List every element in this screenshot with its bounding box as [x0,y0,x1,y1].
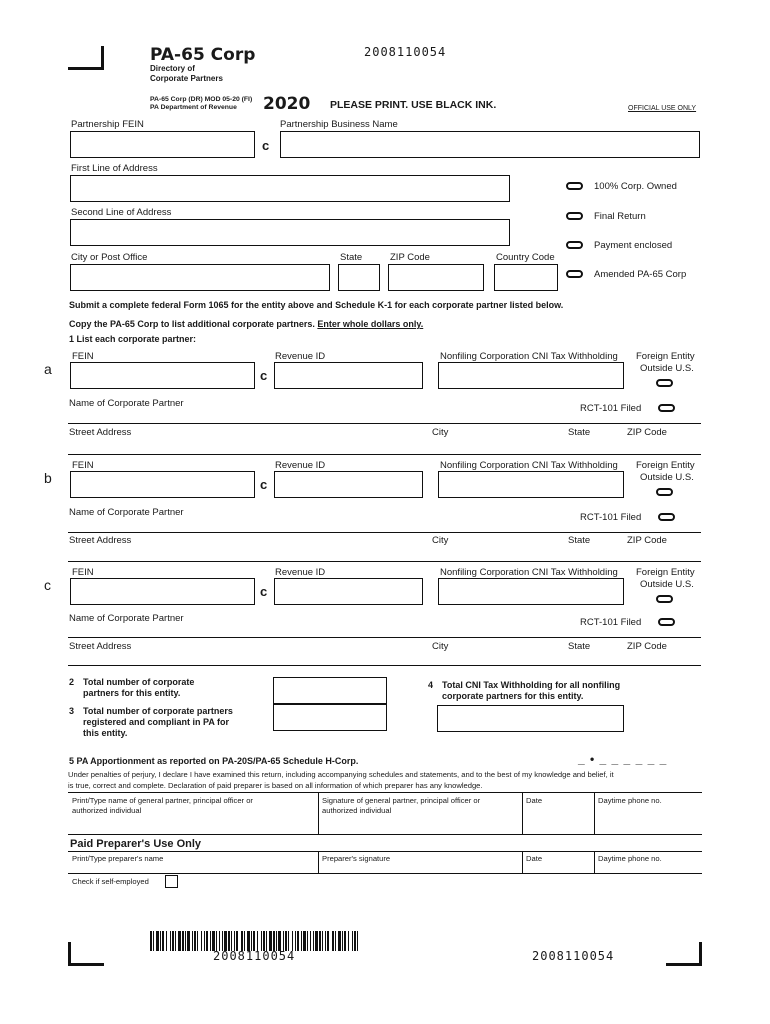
preparer-date-divider [522,851,523,873]
state-label: State [340,252,363,263]
partner-state-label: State [568,427,591,438]
signature-table-top [68,792,702,793]
doc-number-barcode: 2008110054 [213,949,296,963]
preparer-phone-label: Daytime phone no. [598,854,662,863]
apportionment-field[interactable]: _ • _ _ _ _ _ _ [578,752,668,766]
partner-city-label: City [432,535,449,546]
signature-label-1: Signature of general partner, principal officer or [322,796,481,805]
partner-name-label: Name of Corporate Partner [69,398,184,409]
business-name-field[interactable] [280,131,700,158]
line2-text-b: partners for this entity. [83,688,181,698]
partner-street-label: Street Address [69,535,132,546]
fein-check-mark: c [262,138,270,153]
partner-fein-check-mark: c [260,477,268,492]
partner-foreign-label-1: Foreign Entity [636,351,695,362]
partner-zip-label: ZIP Code [627,641,667,652]
partner-fein-check-mark: c [260,584,268,599]
partner-fein-field[interactable] [70,471,255,498]
city-field[interactable] [70,264,330,291]
partner-fein-field[interactable] [70,578,255,605]
preparer-heading: Paid Preparer's Use Only [70,838,202,850]
preparer-table-bottom [68,873,702,874]
address1-label: First Line of Address [71,163,158,174]
state-field[interactable] [338,264,380,291]
partner-cni-field[interactable] [438,578,624,605]
partner-revenue-id-field[interactable] [274,578,423,605]
line4-text-b: corporate partners for this entity. [442,691,584,701]
final-return-label: Final Return [594,211,646,222]
declaration-text-1: Under penalties of perjury, I declare I have examined this return, including accompanying schedules and statements, and to the best of my knowledge and belief, it [68,770,614,779]
country-label: Country Code [496,252,555,263]
print-name-label-1: Print/Type name of general partner, principal officer or [72,796,253,805]
partner-revenue-id-label: Revenue ID [275,460,326,471]
instruction-copy-text: Copy the PA-65 Corp to list additional corporate partners. [69,319,318,329]
instruction-line-1: Submit a complete federal Form 1065 for the entity above and Schedule K-1 for each corporate partner listed below. [69,300,564,310]
partner-name-line [68,532,701,533]
partnership-fein-field[interactable] [70,131,255,158]
partner-foreign-checkbox[interactable] [656,595,673,603]
preparer-signature-divider [318,851,319,873]
barcode [150,931,362,951]
crop-mark-bottom-right [666,942,702,966]
preparer-signature-label: Preparer's signature [322,854,391,863]
partner-name-label: Name of Corporate Partner [69,613,184,624]
partner-name-line [68,637,701,638]
signature-label-2: authorized individual [322,806,392,815]
payment-enclosed-label: Payment enclosed [594,240,673,251]
instruction-line-2 [69,319,423,329]
declaration-text-2: is true, correct and complete. Declaration of paid preparer is based on all information of which preparer has any knowledge. [68,781,483,790]
line4-number: 4 [428,680,434,690]
form-subtitle-1: Directory of [150,64,195,73]
doc-number-top: 2008110054 [364,45,447,59]
partner-fein-field[interactable] [70,362,255,389]
official-use-label: OFFICIAL USE ONLY [628,105,697,112]
partner-revenue-id-field[interactable] [274,362,423,389]
total-cni-withholding-field[interactable] [437,705,624,732]
partner-foreign-label-2: Outside U.S. [640,472,694,483]
final-return-checkbox[interactable] [566,212,583,220]
self-employed-checkbox[interactable] [165,875,178,888]
partner-city-label: City [432,427,449,438]
print-instruction: PLEASE PRINT. USE BLACK INK. [330,99,497,111]
instruction-whole-dollars: Enter whole dollars only. [317,319,424,329]
partner-foreign-label-1: Foreign Entity [636,460,695,471]
zip-label: ZIP Code [390,252,430,263]
partner-rct-checkbox[interactable] [658,513,675,521]
partner-zip-label: ZIP Code [627,427,667,438]
partner-divider [68,561,701,562]
line3-number: 3 [69,706,75,716]
partner-foreign-checkbox[interactable] [656,379,673,387]
partner-rct-label: RCT-101 Filed [580,512,642,523]
address2-field[interactable] [70,219,510,246]
line5-text: 5 PA Apportionment as reported on PA-20S/PA-65 Schedule H-Corp. [69,756,359,766]
print-name-label-2: authorized individual [72,806,142,815]
date-divider [522,792,523,834]
partnership-fein-label: Partnership FEIN [71,119,144,130]
signature-table-bottom [68,834,702,835]
department: PA Department of Revenue [150,104,237,111]
partner-cni-field[interactable] [438,362,624,389]
partner-revenue-id-label: Revenue ID [275,567,326,578]
instruction-line-3: 1 List each corporate partner: [69,334,197,344]
doc-number-right: 2008110054 [532,949,615,963]
line4-text-a: Total CNI Tax Withholding for all nonfiling [442,680,621,690]
partner-divider [68,454,701,455]
phone-label: Daytime phone no. [598,796,662,805]
partner-cni-field[interactable] [438,471,624,498]
partner-foreign-label-2: Outside U.S. [640,579,694,590]
preparer-date-label: Date [526,854,543,863]
partner-city-label: City [432,641,449,652]
phone-divider [594,792,595,834]
total-partners-field[interactable] [273,677,387,704]
partner-letter: c [44,577,51,593]
partner-rct-label: RCT-101 Filed [580,617,642,628]
partner-street-label: Street Address [69,427,132,438]
partner-rct-checkbox[interactable] [658,618,675,626]
partner-letter: a [44,361,52,377]
city-label: City or Post Office [71,252,148,263]
amended-checkbox[interactable] [566,270,583,278]
barcode-bar [358,931,360,951]
preparer-table-top [68,851,702,852]
address1-field[interactable] [70,175,510,202]
partner-foreign-label-2: Outside U.S. [640,363,694,374]
line2-number: 2 [69,677,75,687]
partner-fein-label: FEIN [72,567,94,578]
zip-field[interactable] [388,264,484,291]
self-employed-label: Check if self-employed [72,877,149,886]
crop-mark-bottom-left [68,942,104,966]
line3-text-c: this entity. [83,728,128,738]
amended-label: Amended PA-65 Corp [594,269,687,280]
partner-foreign-checkbox[interactable] [656,488,673,496]
partner-cni-label: Nonfiling Corporation CNI Tax Withholding [440,351,618,362]
partner-divider [68,665,701,666]
partner-revenue-id-label: Revenue ID [275,351,326,362]
partner-name-line [68,423,701,424]
partner-letter: b [44,470,52,486]
preparer-phone-divider [594,851,595,873]
partner-state-label: State [568,641,591,652]
partner-cni-label: Nonfiling Corporation CNI Tax Withholding [440,460,618,471]
preparer-name-label: Print/Type preparer's name [72,854,164,863]
partner-name-label: Name of Corporate Partner [69,507,184,518]
country-field[interactable] [494,264,558,291]
partner-state-label: State [568,535,591,546]
form-subtitle-2: Corporate Partners [150,74,223,83]
partner-zip-label: ZIP Code [627,535,667,546]
signature-divider [318,792,319,834]
corp-owned-label: 100% Corp. Owned [594,181,677,192]
partner-fein-check-mark: c [260,368,268,383]
partner-fein-label: FEIN [72,351,94,362]
partner-rct-checkbox[interactable] [658,404,675,412]
tax-year: 2020 [263,94,311,114]
partner-foreign-label-1: Foreign Entity [636,567,695,578]
partner-revenue-id-field[interactable] [274,471,423,498]
form-title: PA-65 Corp [150,45,256,65]
registered-partners-field[interactable] [273,704,387,731]
partner-rct-label: RCT-101 Filed [580,403,642,414]
partner-cni-label: Nonfiling Corporation CNI Tax Withholding [440,567,618,578]
line3-text-a: Total number of corporate partners [83,706,233,716]
corp-owned-checkbox[interactable] [566,182,583,190]
line2-text-a: Total number of corporate [83,677,195,687]
business-name-label: Partnership Business Name [280,119,398,130]
form-code: PA-65 Corp (DR) MOD 05-20 (FI) [150,96,253,103]
date-label: Date [526,796,543,805]
address2-label: Second Line of Address [71,207,172,218]
payment-enclosed-checkbox[interactable] [566,241,583,249]
line3-text-b: registered and compliant in PA for [83,717,230,727]
partner-street-label: Street Address [69,641,132,652]
partner-fein-label: FEIN [72,460,94,471]
crop-mark-top-left [68,46,104,70]
